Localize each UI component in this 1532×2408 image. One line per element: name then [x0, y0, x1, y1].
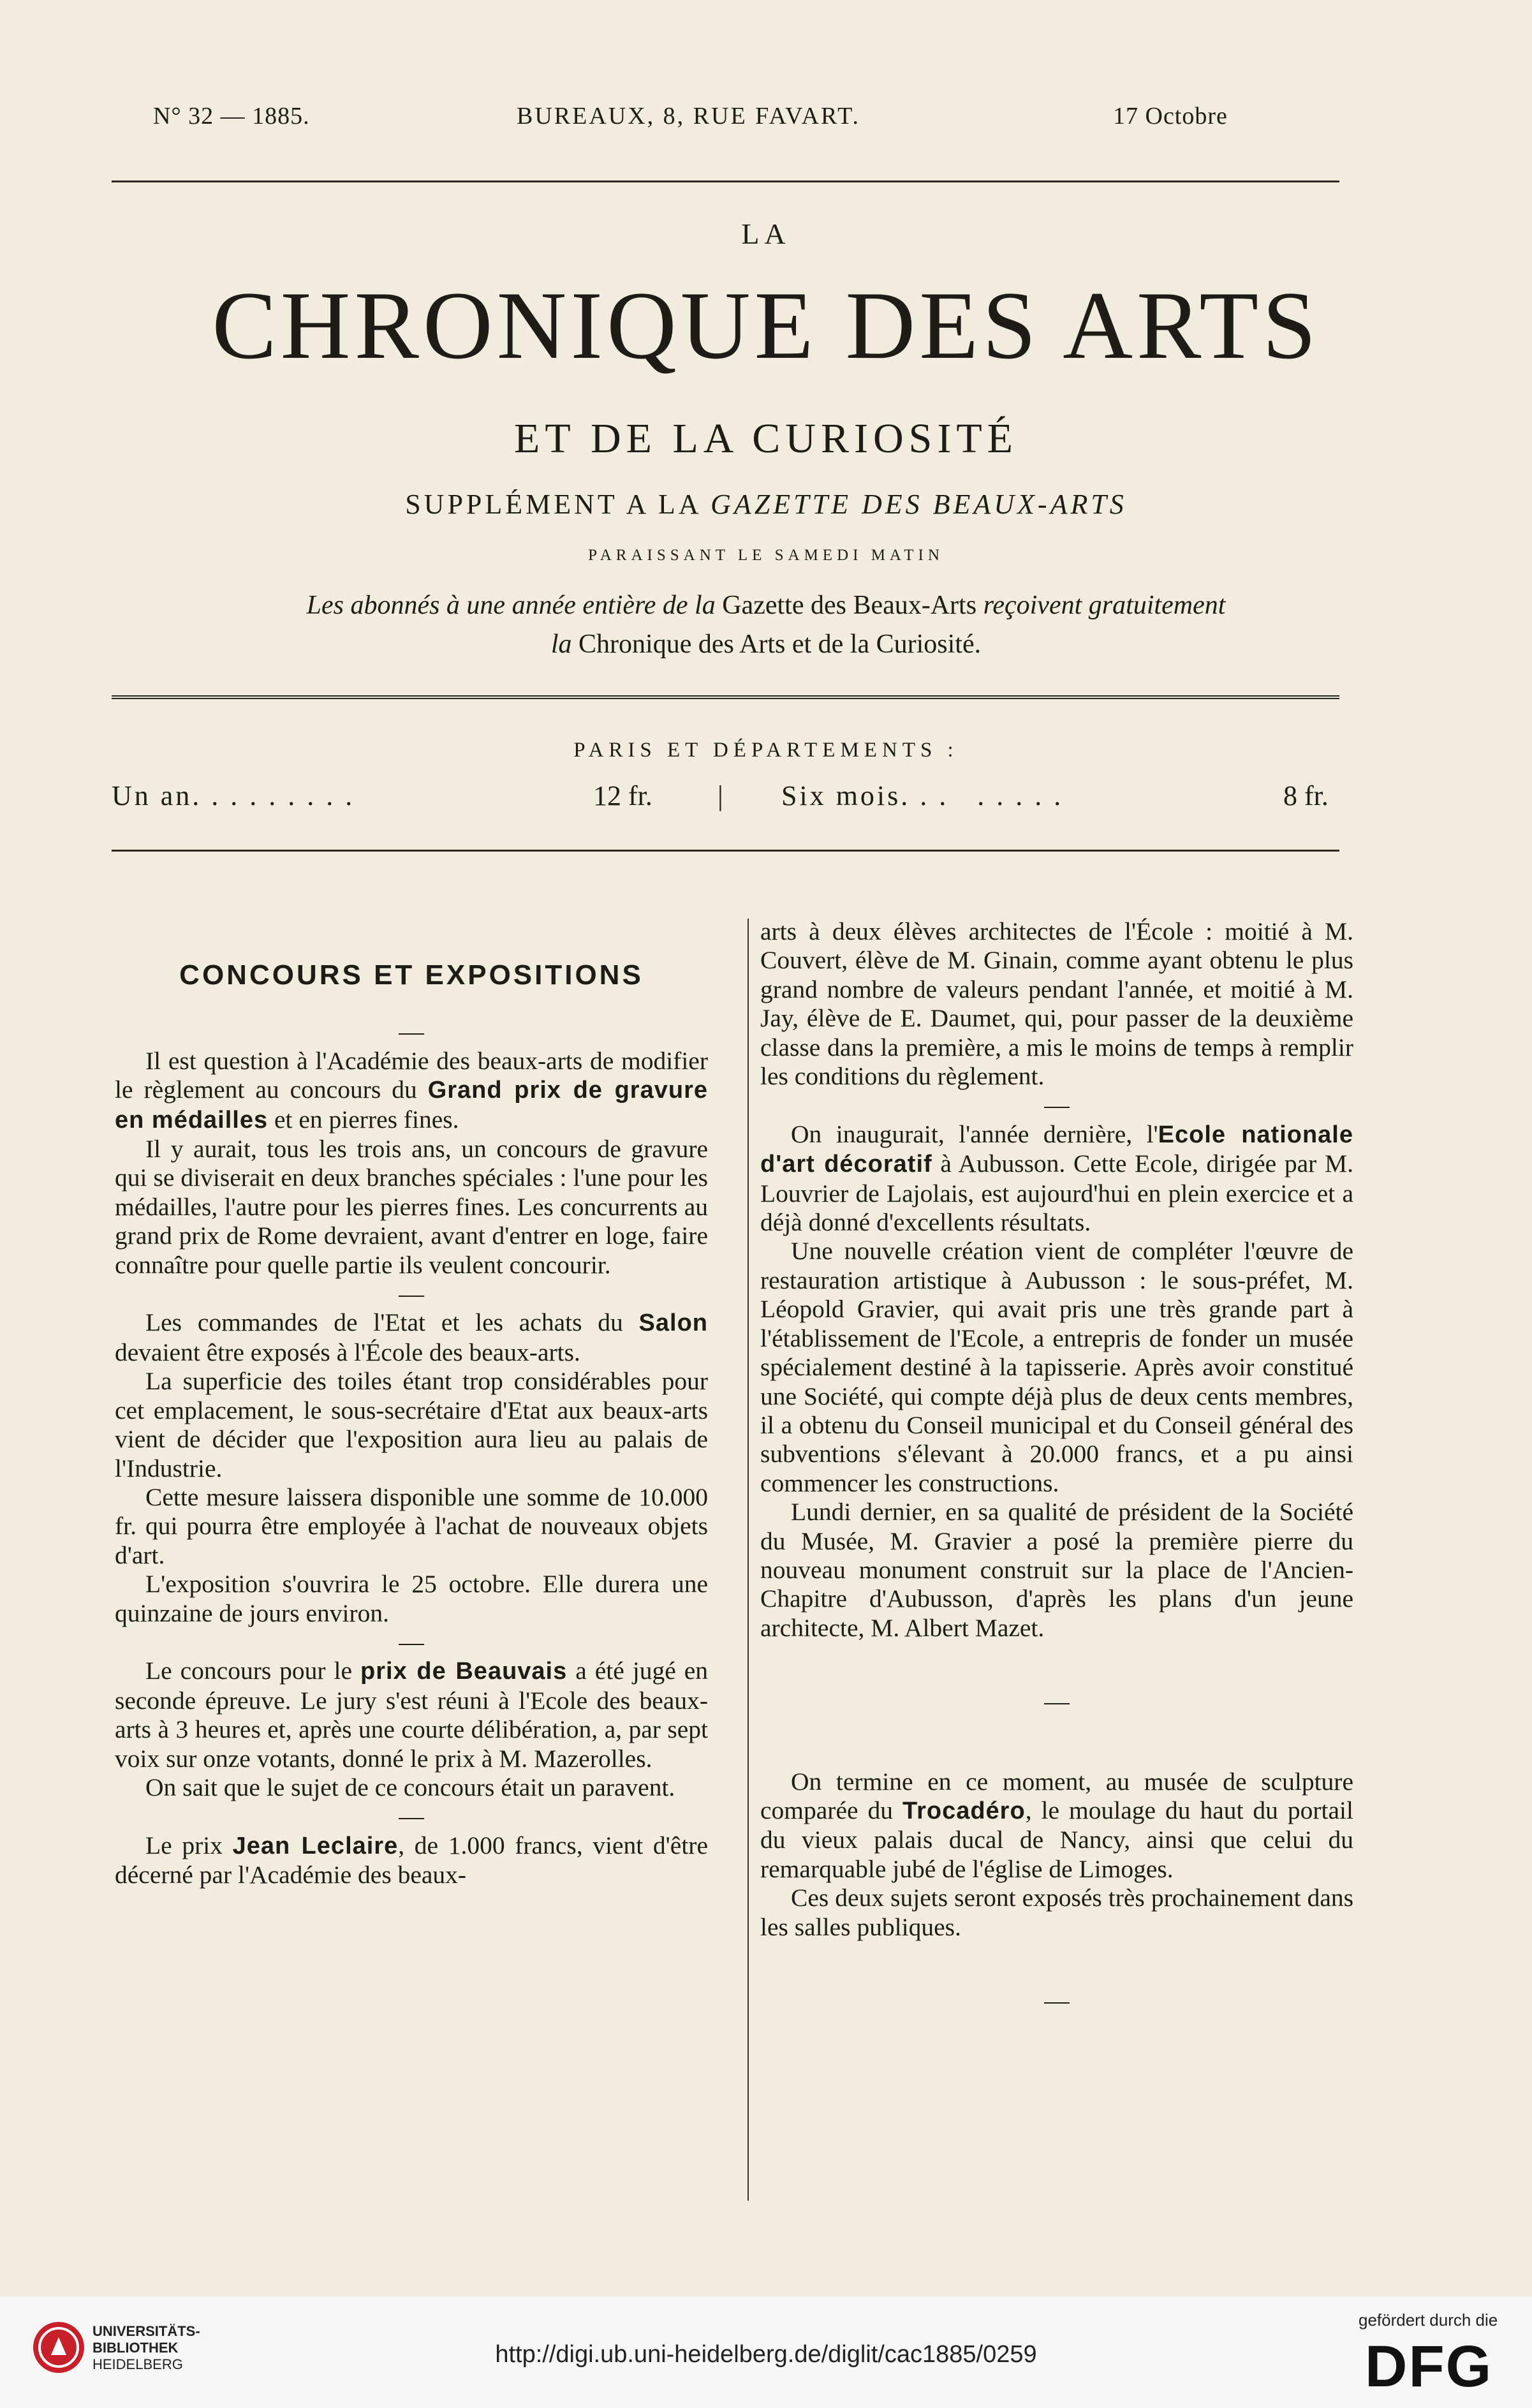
paragraph-museum: Une nouvelle création vient de compléter l'œuvre de restauration artistique à Aubusson : le sous-préfet, M. Léopold Gravier, qui avait pris une très grande part à l'établissement de l'Ecole, a entrepris de fonder un musée spécialement destiné à la tapisserie. Après avoir constitué une Société, qui compte déjà plus de deux cents membres, il a obtenu du Conseil municipal et du Conseil général des subventions s'élevant à 20.000 francs, et a pu ainsi commencer les constructions. [760, 1237, 1353, 1497]
notice-italic-c: reçoivent gratuitement [983, 591, 1226, 620]
notice-chronique: Chronique des Arts et de la Curiosité. [578, 630, 982, 659]
masthead-subtitle: ET DE LA CURIOSITÉ [514, 415, 1018, 462]
issue-date: 17 Octobre [1113, 103, 1228, 129]
top-rule [112, 181, 1339, 182]
paragraph-trocadero [760, 1768, 1353, 1884]
supplement-line [0, 488, 1532, 521]
subscription-half-price: 8 fr. [1283, 780, 1329, 811]
paragraph-salon [115, 1308, 708, 1367]
section-dash: — [399, 1802, 424, 1831]
text-span: , le moulage du haut du portail du vieux palais ducal de Nancy, ainsi que celui du remarquable jubé de l'église de Limoges. [760, 1796, 1353, 1883]
subscription-half-label: Six mois. . . . . . . . [781, 780, 1064, 811]
masthead-double-rule [112, 695, 1339, 699]
subscription-year-label: Un an. . . . . . . . . [112, 780, 355, 811]
text-span: Le concours pour le [145, 1657, 361, 1685]
library-line3: HEIDELBERG [92, 2356, 183, 2372]
highlight-ecole-nationale: Ecole nationale d'art décoratif [760, 1121, 1354, 1178]
paragraph-aubusson-school [760, 1120, 1353, 1237]
text-span: devaient être exposés à l'École des beaux-arts. [115, 1338, 580, 1366]
paragraph-paravent: On sait que le sujet de ce concours était un paravent. [145, 1773, 675, 1801]
section-dash: — [399, 1627, 424, 1656]
paragraph-competition: Il y aurait, tous les trois ans, un concours de gravure qui se diviserait en deux branches spéciales : l'une pour les médailles, l'autre pour les pierres fines. Les concurrents au grand prix de Rome devraient, avant d'entrer en loge, faire connaître pour quelle partie ils veulent concourir. [115, 1135, 708, 1279]
paragraph-first-stone: Lundi dernier, en sa qualité de président de la Société du Musée, M. Gravier a posé la première pierre du nouveau monument construit sur la place de l'Ancien-Chapitre d'Aubusson, d'après les plans d'un jeune architecte, M. Albert Mazet. [760, 1498, 1353, 1642]
issue-number: N° 32 — 1885. [153, 103, 310, 129]
column-separator [748, 919, 749, 2201]
text-span: On termine en ce moment, au musée de sculpture comparée du [760, 1767, 1353, 1824]
subscription-heading: PARIS ET DÉPARTEMENTS : [573, 739, 959, 762]
right-column [760, 917, 1353, 2015]
section-dash: — [1044, 1091, 1070, 1119]
highlight-prix-beauvais: prix de Beauvais [360, 1658, 568, 1685]
paragraph-medals [115, 1047, 708, 1135]
subscription-separator: | [718, 780, 723, 811]
digitization-footer [0, 2296, 1532, 2408]
highlight-grand-prix: Grand prix de gravure en médailles [115, 1077, 709, 1134]
text-span: Les commandes de l'Etat et les achats du [145, 1308, 639, 1337]
subscriber-notice-line2 [0, 629, 1532, 660]
paragraph-exhibit: Ces deux sujets seront exposés très prochainement dans les salles publiques. [760, 1884, 1353, 1941]
text-span: On inaugurait, l'année dernière, l' [791, 1119, 1158, 1148]
left-column [115, 917, 708, 1890]
paragraph-surface: La superficie des toiles étant trop considérables pour cet emplacement, le sous-secrétaire d'Etat aux beaux-arts vient de décider que l'exposition aura lieu au palais de l'Industrie. [115, 1367, 708, 1482]
office-address: BUREAUX, 8, RUE FAVART. [517, 103, 860, 129]
text-span: Le prix [145, 1831, 233, 1859]
text-span: , de 1.000 francs, vient d'être décerné par l'Académie des beaux- [115, 1831, 708, 1889]
library-line2: BIBLIOTHEK [92, 2340, 179, 2356]
section-dash: — [1044, 1687, 1070, 1716]
paragraph-budget: Cette mesure laissera disponible une somme de 10.000 fr. qui pourra être employée à l'achat de nouveaux objets d'art. [115, 1482, 708, 1569]
source-url-link[interactable]: http://digi.ub.uni-heidelberg.de/diglit/cac1885/0259 [495, 2341, 1037, 2368]
article-heading: CONCOURS ET EXPOSITIONS [179, 959, 644, 991]
subscription-rule [112, 850, 1339, 852]
section-dash: — [1044, 1986, 1070, 2014]
paragraph-leclaire [115, 1831, 708, 1890]
dfg-logo: DFG [1365, 2334, 1493, 2399]
text-span: et en pierres fines. [268, 1105, 459, 1134]
paragraph-opening: L'exposition s'ouvrira le 25 octobre. Elle durera une quinzaine de jours environ. [115, 1570, 708, 1627]
text-span: a été jugé en seconde épreuve. Le jury s'est réuni à l'Ecole des beaux-arts à 3 heures et, après une courte délibération, a, par sept voix sur onze votants, donné le prix à M. Mazerolles. [115, 1657, 708, 1773]
supplement-prefix: SUPPLÉMENT A LA [405, 489, 701, 520]
text-span: à Aubusson. Cette Ecole, dirigée par M. Louvrier de Lajolais, est aujourd'hui en plein exercice et a déjà donné d'excellents résultats. [760, 1149, 1353, 1237]
notice-italic-a: Les abonnés à une année entière de la [306, 591, 716, 620]
highlight-trocadero: Trocadéro [902, 1797, 1026, 1824]
funding-label: gefördert durch die [1359, 2310, 1498, 2330]
publication-frequency: PARAISSANT LE SAMEDI MATIN [588, 547, 944, 564]
masthead-title: CHRONIQUE DES ARTS [212, 272, 1320, 379]
highlight-jean-leclaire: Jean Leclaire [232, 1832, 399, 1859]
highlight-salon: Salon [638, 1310, 708, 1337]
paragraph-architects: arts à deux élèves architectes de l'École : moitié à M. Couvert, élève de M. Ginain, comme ayant obtenu le plus grand nombre de valeurs pendant l'année, et moitié à M. Jay, élève de E. Daumet, qui, pour passer de la deuxième classe dans la première, a mis le moins de temps à remplir les conditions du règlement. [760, 917, 1353, 1091]
subscription-year-price: 12 fr. [593, 780, 652, 811]
library-line1: UNIVERSITÄTS- [92, 2323, 200, 2339]
paragraph-beauvais [115, 1657, 708, 1773]
subscriber-notice-line1 [0, 590, 1532, 621]
text-span: Il est question à l'Académie des beaux-arts de modifier le règlement au concours du [115, 1046, 708, 1104]
supplement-gazette-title: GAZETTE DES BEAUX-ARTS [711, 489, 1127, 520]
section-dash: — [399, 1280, 424, 1308]
section-dash: — [399, 1017, 424, 1046]
masthead-la: LA [741, 218, 791, 250]
notice-gazette: Gazette des Beaux-Arts [722, 591, 977, 620]
notice-italic-la: la [550, 630, 572, 659]
